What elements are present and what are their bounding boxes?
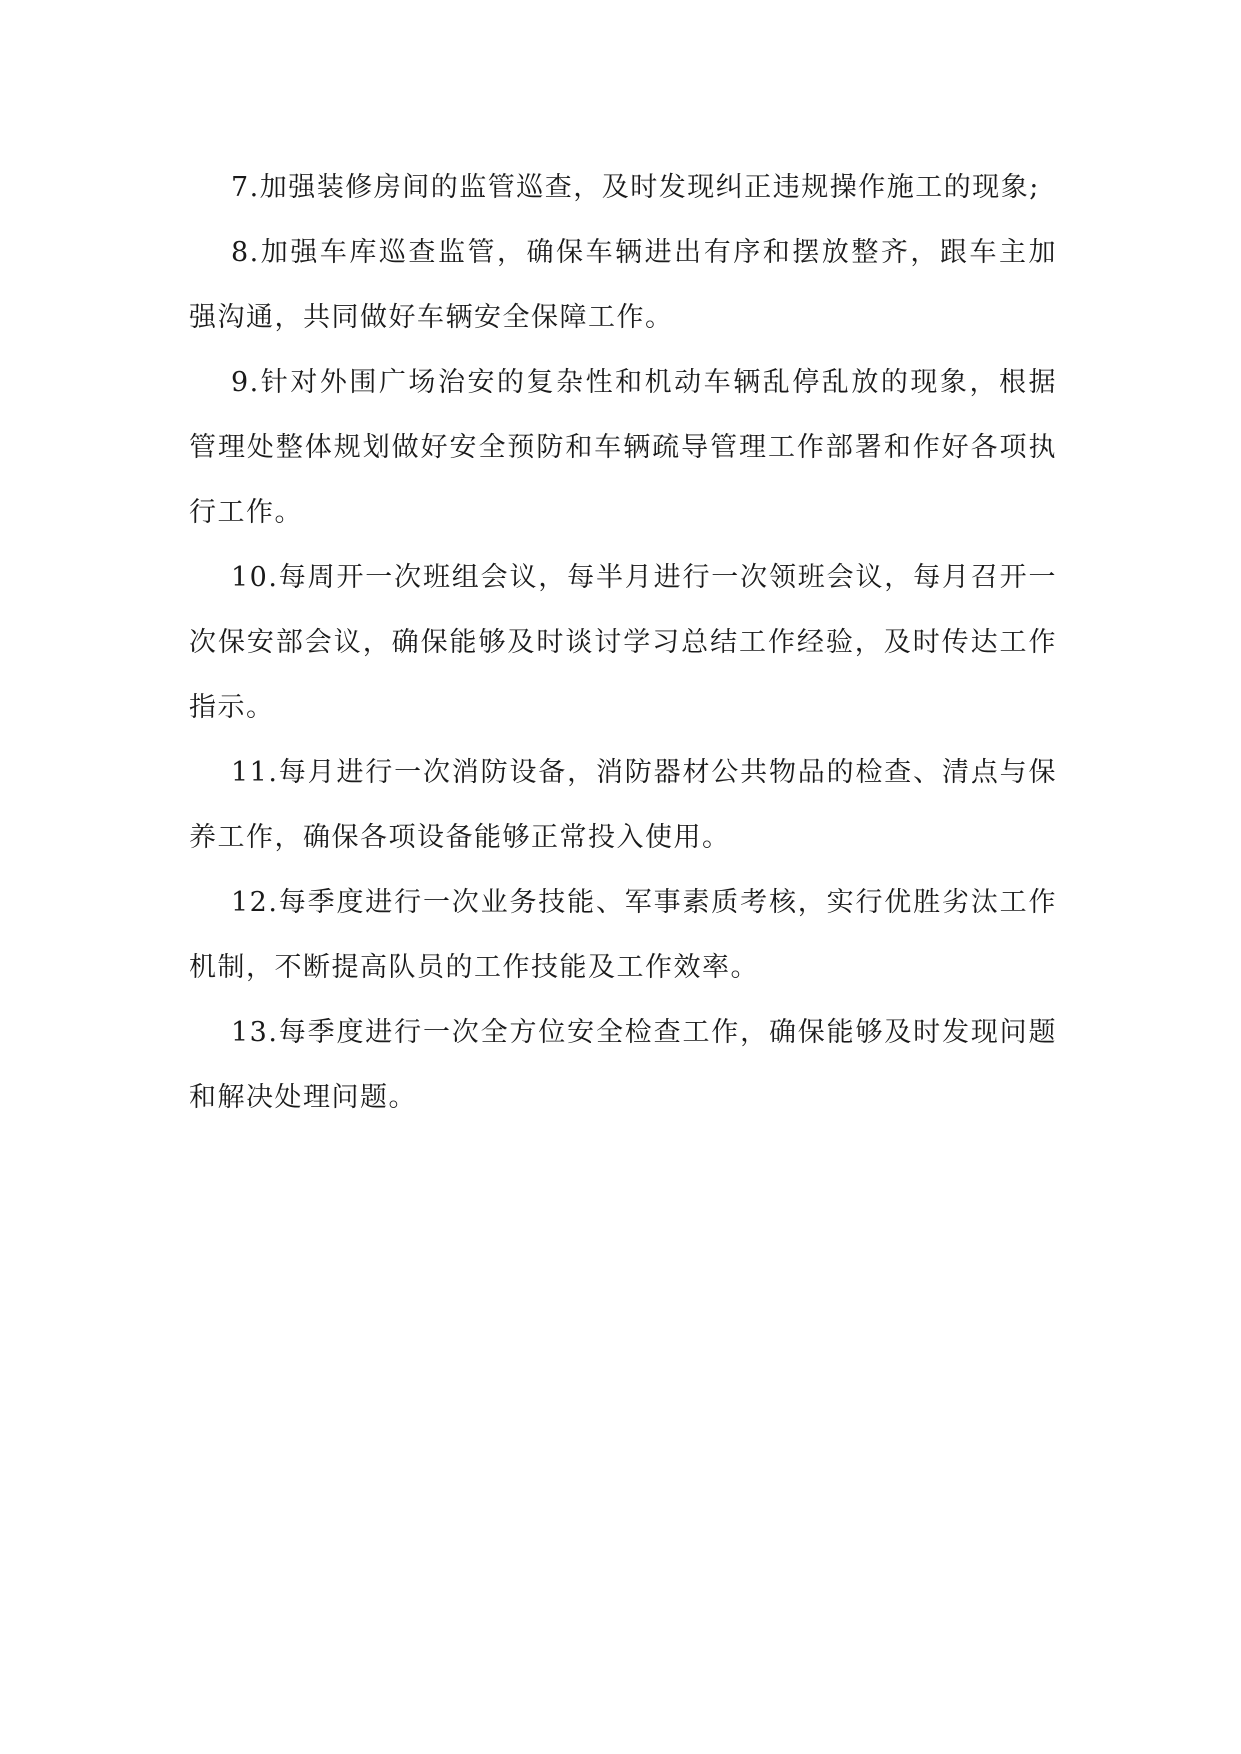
document-body	[189, 155, 1057, 1130]
list-item-13: 13.每季度进行一次全方位安全检查工作，确保能够及时发现问题和解决处理问题。	[189, 1017, 1057, 1113]
list-item-7: 7.加强装修房间的监管巡查，及时发现纠正违规操作施工的现象;	[231, 172, 1040, 203]
list-item-8: 8.加强车库巡查监管，确保车辆进出有序和摆放整齐，跟车主加强沟通，共同做好车辆安全保障工作。	[189, 237, 1057, 333]
list-item-11: 11.每月进行一次消防设备，消防器材公共物品的检查、清点与保养工作，确保各项设备能够正常投入使用。	[189, 757, 1057, 853]
list-item-9: 9.针对外围广场治安的复杂性和机动车辆乱停乱放的现象，根据管理处整体规划做好安全预防和车辆疏导管理工作部署和作好各项执行工作。	[189, 367, 1057, 528]
list-item-10: 10.每周开一次班组会议，每半月进行一次领班会议，每月召开一次保安部会议，确保能够及时谈讨学习总结工作经验，及时传达工作指示。	[189, 562, 1057, 723]
list-item-12: 12.每季度进行一次业务技能、军事素质考核，实行优胜劣汰工作机制，不断提高队员的工作技能及工作效率。	[189, 887, 1057, 983]
